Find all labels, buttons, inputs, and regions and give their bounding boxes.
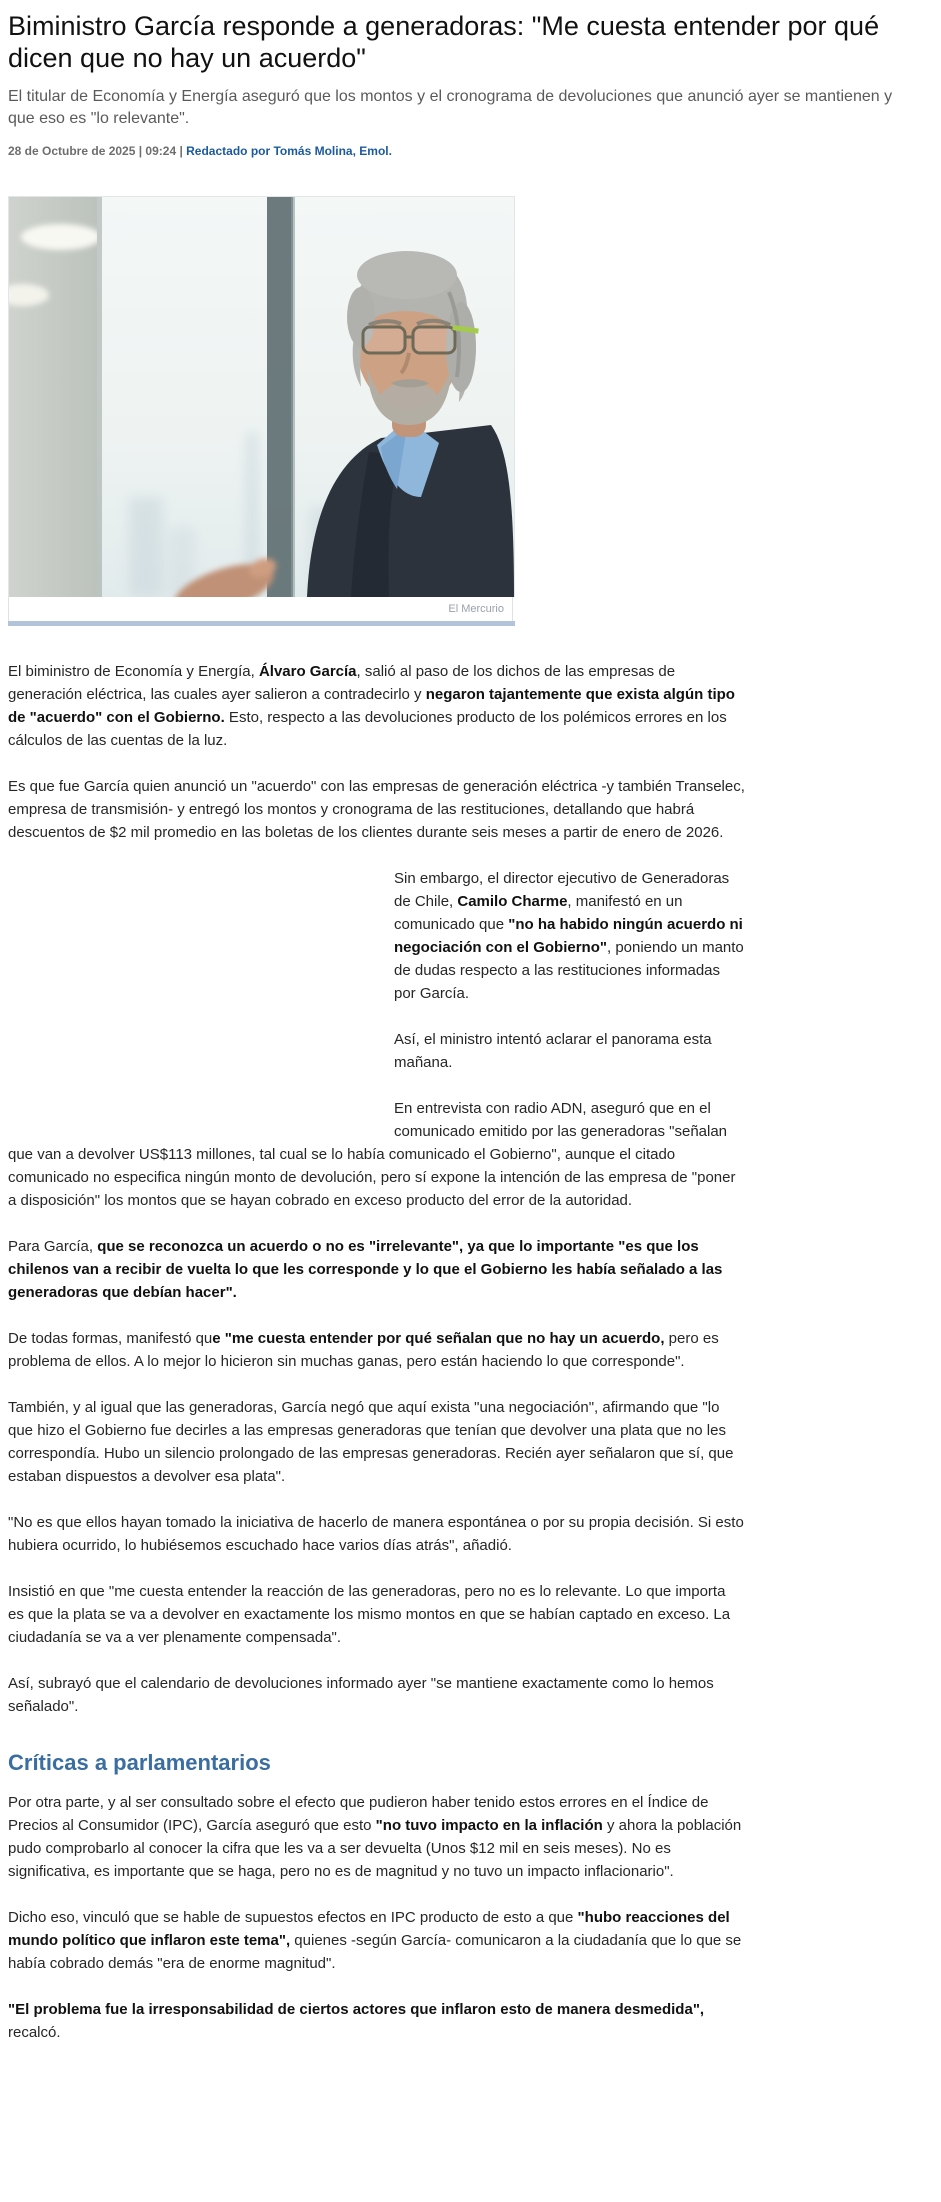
photo-divider-bar [8, 621, 515, 626]
article-paragraph: "El problema fue la irresponsabilidad de ciertos actores que inflaron esto de manera desmedida", recalcó. [8, 2001, 705, 2041]
article-photo [8, 196, 515, 597]
article-paragraph: Así, el ministro intentó aclarar el panorama esta mañana. [394, 1031, 712, 1071]
article-figure [8, 196, 515, 626]
article-subtitle: El titular de Economía y Energía aseguró que los montos y el cronograma de devoluciones que anunció ayer se mantienen y que eso es "lo relevante". [8, 88, 893, 127]
wrap-spacer [8, 867, 394, 1137]
article-paragraph: Sin embargo, el director ejecutivo de Generadoras de Chile, Camilo Charme, manifestó en un comunicado que "no ha habido ningún acuerdo ni negociación con el Gobierno", poniendo un manto de dudas respecto a las restituciones informadas por García. [394, 870, 744, 1002]
article-paragraph: Así, subrayó que el calendario de devoluciones informado ayer "se mantiene exactamente como lo hemos señalado". [8, 1675, 714, 1715]
section-heading: Críticas a parlamentarios [8, 1750, 271, 1775]
photo-credit: El Mercurio [8, 597, 513, 621]
byline-link[interactable]: Redactado por Tomás Molina, Emol. [186, 144, 392, 158]
article-paragraph: También, y al igual que las generadoras, García negó que aquí exista "una negociación", afirmando que "lo que hizo el Gobierno fue decirles a las empresas generadoras que tenían que devolver una plata que no les correspondía. Hubo un silencio prolongado de las empresas generadoras. Recién ayer señalaron que sí, que estaban dispuestos a devolver esa plata". [8, 1399, 734, 1485]
article-paragraph: Dicho eso, vinculó que se hable de supuestos efectos en IPC producto de esto a que "hubo reacciones del mundo político que inflaron este tema", quienes -según García- comunicaron a la ciudadanía que lo que se había cobrado demás "era de enorme magnitud". [8, 1909, 742, 1972]
article-header [8, 10, 934, 158]
article-body [8, 660, 745, 2044]
article-paragraph: De todas formas, manifestó que "me cuesta entender por qué señalan que no hay un acuerdo, pero es problema de ellos. A lo mejor lo hicieron sin muchas ganas, pero están haciendo lo que corresponde". [8, 1330, 719, 1370]
article-paragraph: Es que fue García quien anunció un "acuerdo" con las empresas de generación eléctrica -y también Transelec, empresa de transmisión- y entregó los montos y cronograma de las restituciones, detallando que habrá descuentos de $2 mil promedio en las boletas de los clientes durante seis meses a partir de enero de 2026. [8, 778, 745, 841]
article-paragraph: El biministro de Economía y Energía, Álvaro García, salió al paso de los dichos de las empresas de generación eléctrica, las cuales ayer salieron a contradecirlo y negaron tajantemente que exista algún tipo de "acuerdo" con el Gobierno. Esto, respecto a las devoluciones producto de los polémicos errores en los cálculos de las cuentas de la luz. [8, 663, 735, 749]
article-paragraph: Para García, que se reconozca un acuerdo o no es "irrelevante", ya que lo importante "es que los chilenos van a recibir de vuelta lo que les corresponde y lo que el Gobierno les había señalado a las generadoras que debían hacer". [8, 1238, 723, 1301]
article-paragraph: En entrevista con radio ADN, aseguró que en el comunicado emitido por las generadoras "señalan que van a devolver US$113 millones, tal cual se lo había comunicado el Gobierno", aunque el citado comunicado no especifica ningún monto de devolución, pero sí expone la intención de las empresa de "poner a disposición" los montos que se hayan cobrado en exceso producto del error de la autoridad. [8, 1100, 736, 1209]
article-paragraph: Por otra parte, y al ser consultado sobre el efecto que pudieron haber tenido estos errores en el Índice de Precios al Consumidor (IPC), García aseguró que esto "no tuvo impacto en la inflación y ahora la población pudo comprobarlo al conocer la cifra que les va a ser devuelta (Unos $12 mil en seis meses). No es significativa, es importante que se haga, pero no es de magnitud y no tuvo un impacto inflacionario". [8, 1794, 742, 1880]
photo-illustration [9, 197, 514, 597]
article-meta [8, 144, 934, 158]
article-datetime: 28 de Octubre de 2025 | 09:24 | [8, 144, 187, 158]
article-paragraph: Insistió en que "me cuesta entender la reacción de las generadoras, pero no es lo relevante. Lo que importa es que la plata se va a devolver en exactamente los mismo montos en que se habían captado en exceso. La ciudadanía se va a ver plenamente compensada". [8, 1583, 731, 1646]
page-title: Biministro García responde a generadoras: "Me cuesta entender por qué dicen que no hay un acuerdo" [8, 11, 880, 73]
article-paragraph: "No es que ellos hayan tomado la iniciativa de hacerlo de manera espontánea o por su propia decisión. Si esto hubiera ocurrido, lo hubiésemos escuchado hace varios días atrás", añadió. [8, 1514, 744, 1554]
